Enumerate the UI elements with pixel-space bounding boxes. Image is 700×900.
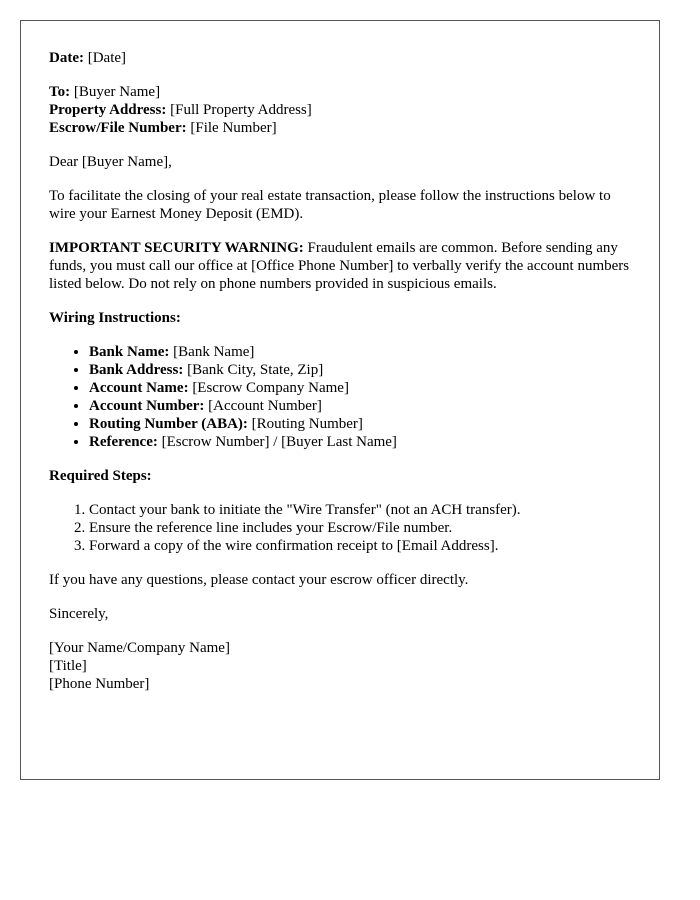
to-line <box>49 83 631 101</box>
steps-list <box>49 501 631 555</box>
wiring-item-value: [Escrow Company Name] <box>192 380 349 396</box>
salutation: Dear [Buyer Name], <box>49 154 172 170</box>
list-item: 1. Contact your bank to initiate the "Wire Transfer" (not an ACH transfer). <box>89 501 631 519</box>
escrow-label: Escrow/File Number: <box>49 120 187 136</box>
property-value: [Full Property Address] <box>170 102 312 118</box>
list-item <box>89 361 631 379</box>
escrow-line <box>49 119 631 137</box>
property-label: Property Address: <box>49 102 167 118</box>
list-item <box>89 379 631 397</box>
list-item <box>89 397 631 415</box>
date-line <box>49 49 631 67</box>
list-item <box>89 343 631 361</box>
wiring-item-label: Routing Number (ABA): <box>89 416 248 432</box>
steps-heading-text: Required Steps: <box>49 468 152 484</box>
wiring-item-value: [Bank City, State, Zip] <box>187 362 324 378</box>
property-line <box>49 101 631 119</box>
wiring-item-value: [Routing Number] <box>251 416 363 432</box>
wiring-item-label: Account Name: <box>89 380 189 396</box>
signature-name: [Your Name/Company Name] <box>49 640 230 656</box>
wiring-heading-text: Wiring Instructions: <box>49 310 181 326</box>
warning-label: IMPORTANT SECURITY WARNING: <box>49 240 304 256</box>
to-value: [Buyer Name] <box>73 84 161 100</box>
escrow-value: [File Number] <box>190 120 277 136</box>
wiring-item-label: Account Number: <box>89 398 205 414</box>
wiring-heading <box>49 309 631 327</box>
wiring-item-label: Reference: <box>89 434 158 450</box>
date-label: Date: <box>49 50 84 66</box>
wiring-list <box>49 343 631 451</box>
warning-text: Fraudulent emails are common. Before sending any funds, you must call our office at [Office Phone Number] to verbally verify the account numbers listed below. Do not rely on phone numbers provided in suspicious emails. <box>49 240 630 292</box>
wiring-item-label: Bank Address: <box>89 362 184 378</box>
wiring-item-value: [Escrow Number] / [Buyer Last Name] <box>161 434 397 450</box>
list-item: 2. Ensure the reference line includes your Escrow/File number. <box>89 519 631 537</box>
warning-paragraph <box>49 239 631 293</box>
letter <box>20 20 660 780</box>
steps-heading <box>49 467 631 485</box>
wiring-item-value: [Account Number] <box>208 398 322 414</box>
wiring-item-value: [Bank Name] <box>173 344 255 360</box>
list-item <box>89 415 631 433</box>
list-item: 3. Forward a copy of the wire confirmation receipt to [Email Address]. <box>89 537 631 555</box>
to-label: To: <box>49 84 71 100</box>
date-value: [Date] <box>87 50 127 66</box>
questions-paragraph: If you have any questions, please contact your escrow officer directly. <box>49 572 469 588</box>
signature-block <box>49 639 631 693</box>
closing: Sincerely, <box>49 606 109 622</box>
list-item <box>89 433 631 451</box>
wiring-item-label: Bank Name: <box>89 344 170 360</box>
signature-title: [Title] <box>49 658 87 674</box>
signature-phone: [Phone Number] <box>49 676 150 692</box>
recipient-block <box>49 83 631 137</box>
intro-paragraph: To facilitate the closing of your real estate transaction, please follow the instructions below to wire your Earnest Money Deposit (EMD). <box>49 188 611 222</box>
date-block <box>49 49 631 67</box>
